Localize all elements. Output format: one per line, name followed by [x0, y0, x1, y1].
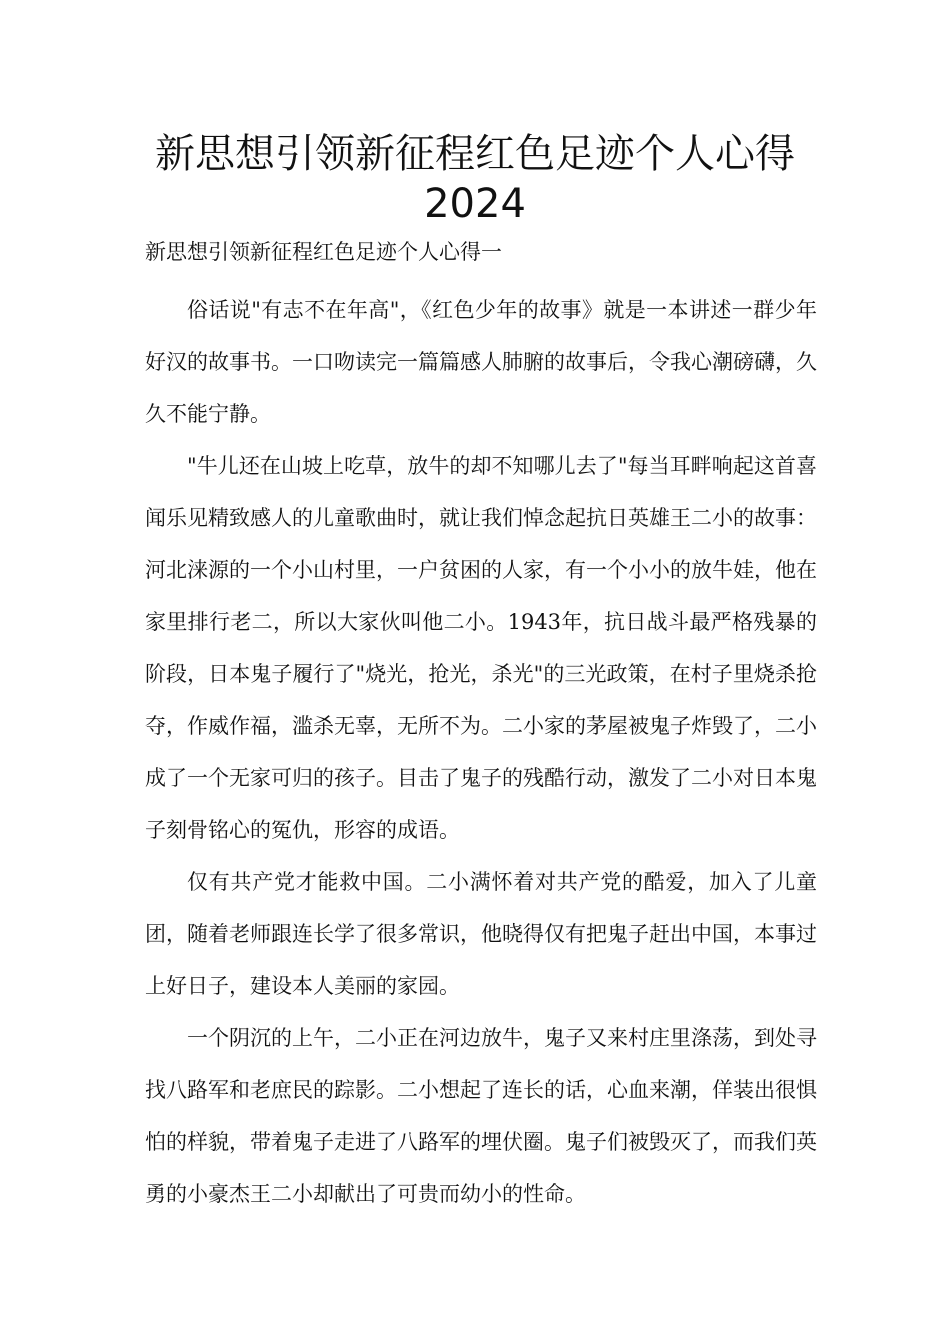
paragraph-2: "牛儿还在山坡上吃草，放牛的却不知哪儿去了"每当耳畔响起这首喜闻乐见精致感人的儿童歌曲时，就让我们悼念起抗日英雄王二小的故事：河北涞源的一个小山村里，一户贫困的人家，有一个小小的放牛娃，他在家里排行老二，所以大家伙叫他二小。1943年，抗日战斗最严格残暴的阶段，日本鬼子履行了"烧光，抢光，杀光"的三光政策，在村子里烧杀抢夺，作威作福，滥杀无辜，无所不为。二小家的茅屋被鬼子炸毁了，二小成了一个无家可归的孩子。目击了鬼子的残酷行动，激发了二小对日本鬼子刻骨铭心的冤仇，形容的成语。: [145, 454, 817, 842]
paragraph-4: 一个阴沉的上午，二小正在河边放牛，鬼子又来村庄里涤荡，到处寻找八路军和老庶民的踪影。二小想起了连长的话，心血来潮，佯装出很惧怕的样貌，带着鬼子走进了八路军的埋伏圈。鬼子们被毁灭了，而我们英勇的小豪杰王二小却献出了可贵而幼小的性命。: [145, 1026, 817, 1206]
document-subheading: 新思想引领新征程红色足迹个人心得一: [145, 240, 502, 264]
document-title-line-2: 2024: [424, 181, 526, 227]
document-title-line-1: 新思想引领新征程红色足迹个人心得: [155, 131, 795, 177]
paragraph-3: 仅有共产党才能救中国。二小满怀着对共产党的酷爱，加入了儿童团，随着老师跟连长学了很多常识，他晓得仅有把鬼子赶出中国，本事过上好日子，建设本人美丽的家园。: [145, 870, 817, 998]
paragraph-1: 俗话说"有志不在年高"，《红色少年的故事》就是一本讲述一群少年好汉的故事书。一口吻读完一篇篇感人肺腑的故事后，令我心潮磅礴，久久不能宁静。: [145, 298, 817, 426]
document-body: [145, 284, 817, 1220]
